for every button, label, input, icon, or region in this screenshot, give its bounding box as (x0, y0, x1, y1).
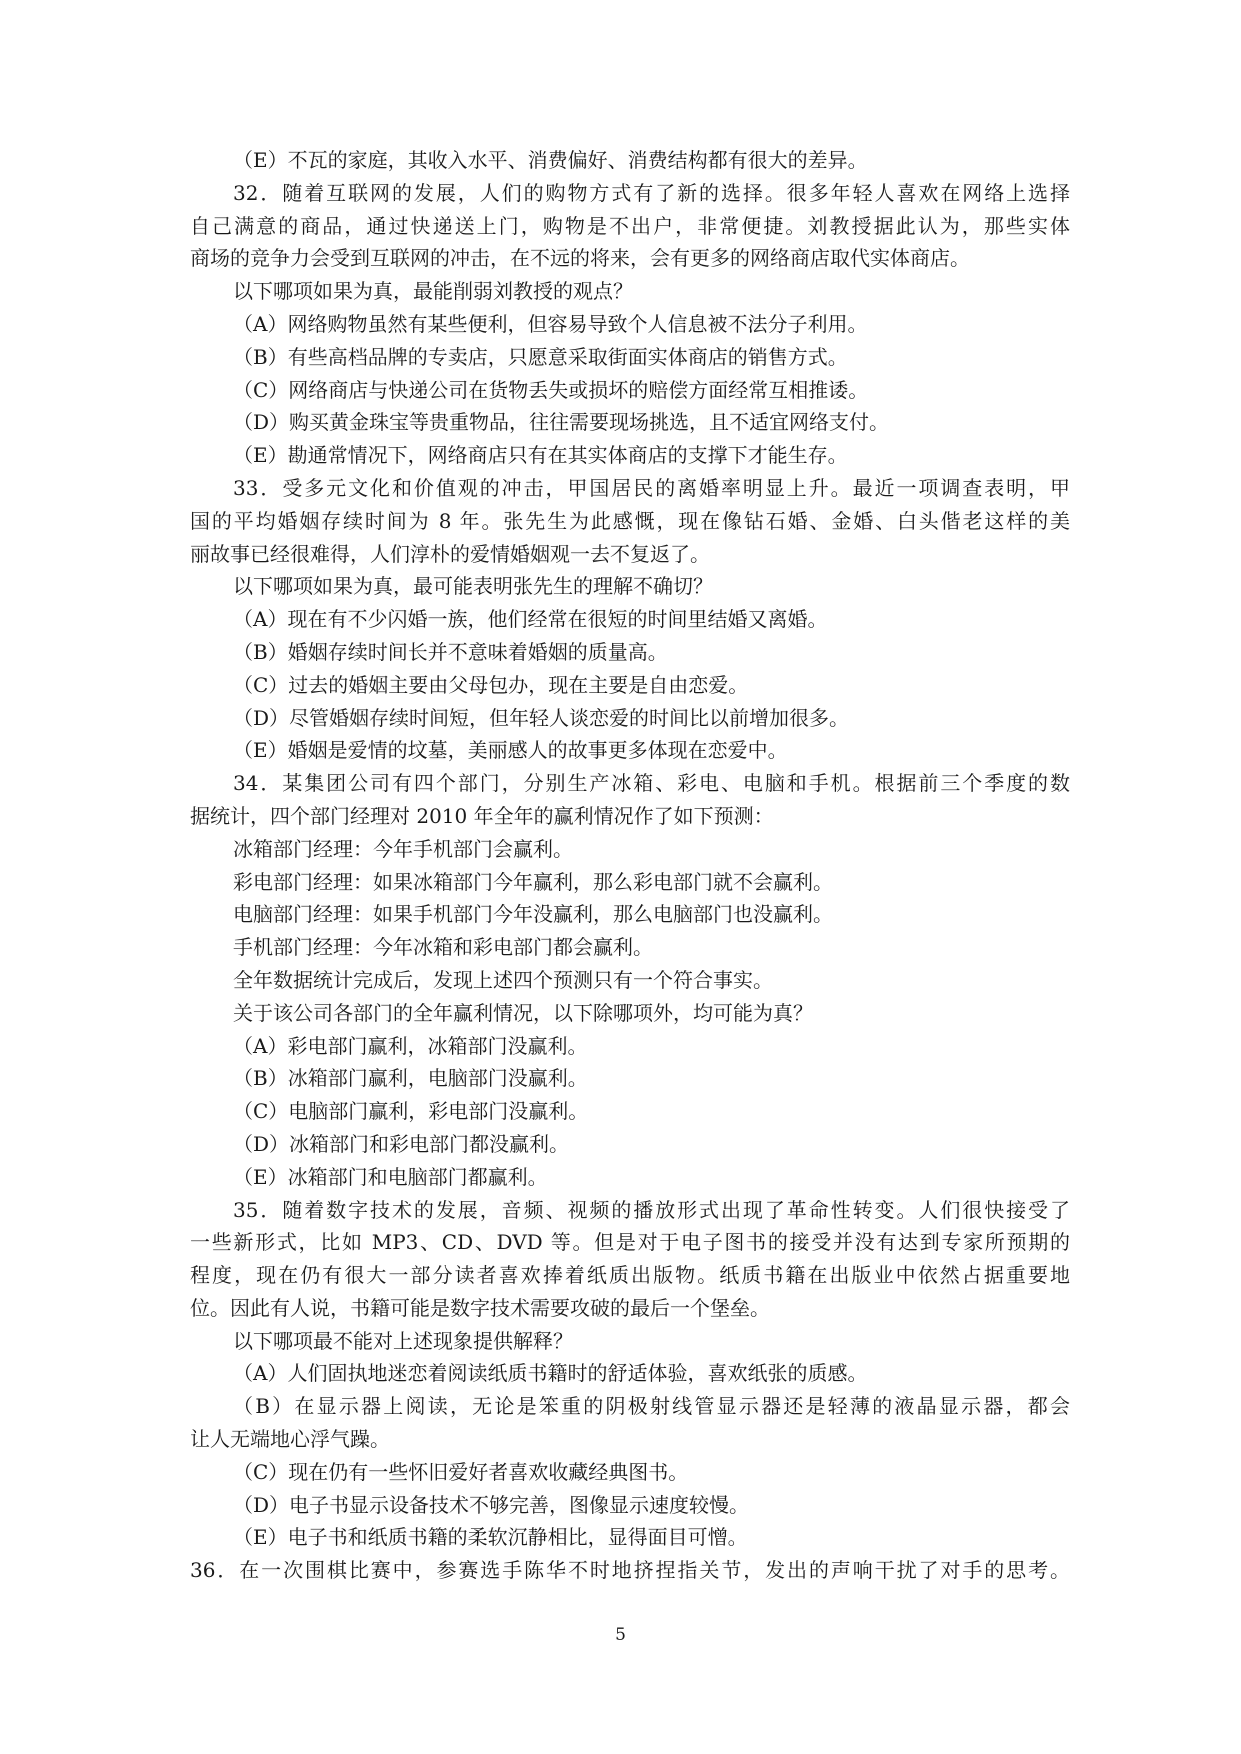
q32-option-c: （C）网络商店与快递公司在货物丢失或损坏的赔偿方面经常互相推诿。 (233, 377, 869, 402)
q33-stem-line-3: 丽故事已经很难得，人们淳朴的爱情婚姻观一去不复返了。 (190, 541, 710, 566)
q34-prediction-computer: 电脑部门经理：如果手机部门今年没赢利，那么电脑部门也没赢利。 (233, 902, 833, 927)
q32-option-e: （E）勘通常情况下，网络商店只有在其实体商店的支撑下才能生存。 (233, 443, 848, 468)
q35-stem-line-4: 位。因此有人说，书籍可能是数字技术需要攻破的最后一个堡垒。 (190, 1295, 770, 1320)
q33-question: 以下哪项如果为真，最可能表明张先生的理解不确切？ (233, 574, 713, 599)
q33-option-e: （E）婚姻是爱情的坟墓，美丽感人的故事更多体现在恋爱中。 (233, 738, 788, 763)
q34-option-d: （D）冰箱部门和彩电部门都没赢利。 (233, 1131, 570, 1156)
page-number: 5 (615, 1625, 626, 1645)
q33-option-c: （C）过去的婚姻主要由父母包办，现在主要是自由恋爱。 (233, 672, 749, 697)
q34-option-e: （E）冰箱部门和电脑部门都赢利。 (233, 1164, 548, 1189)
q35-option-b-line-1: （B）在显示器上阅读，无论是笨重的阴极射线管显示器还是轻薄的液晶显示器，都会 (233, 1394, 1070, 1419)
q34-option-b: （B）冰箱部门赢利，电脑部门没赢利。 (233, 1066, 588, 1091)
q33-stem-line-1: 33．受多元文化和价值观的冲击，甲国居民的离婚率明显上升。最近一项调查表明，甲 (233, 475, 1070, 500)
q35-option-d: （D）电子书显示设备技术不够完善，图像显示速度较慢。 (233, 1492, 750, 1517)
q33-option-b: （B）婚姻存续时间长并不意味着婚姻的质量高。 (233, 639, 668, 664)
q31-option-e: （E）不瓦的家庭，其收入水平、消费偏好、消费结构都有很大的差异。 (233, 148, 868, 172)
q32-option-a: （A）网络购物虽然有某些便利，但容易导致个人信息被不法分子利用。 (233, 311, 868, 336)
q35-stem-line-1: 35．随着数字技术的发展，音频、视频的播放形式出现了革命性转变。人们很快接受了 (233, 1197, 1070, 1222)
q32-stem-line-1: 32．随着互联网的发展，人们的购物方式有了新的选择。很多年轻人喜欢在网络上选择 (233, 180, 1070, 205)
q35-stem-line-2: 一些新形式，比如 MP3、CD、DVD 等。但是对于电子图书的接受并没有达到专家所预期的 (190, 1230, 1070, 1255)
q32-question: 以下哪项如果为真，最能削弱刘教授的观点？ (233, 279, 633, 304)
q32-stem-line-3: 商场的竞争力会受到互联网的冲击，在不远的将来，会有更多的网络商店取代实体商店。 (190, 246, 970, 271)
q34-prediction-tv: 彩电部门经理：如果冰箱部门今年赢利，那么彩电部门就不会赢利。 (233, 869, 833, 894)
q35-option-c: （C）现在仍有一些怀旧爱好者喜欢收藏经典图书。 (233, 1459, 689, 1484)
q32-stem-line-2: 自己满意的商品，通过快递送上门，购物是不出户，非常便捷。刘教授据此认为，那些实体 (190, 213, 1070, 238)
q32-option-b: （B）有些高档品牌的专卖店，只愿意采取街面实体商店的销售方式。 (233, 344, 848, 369)
page-body (190, 144, 1070, 1587)
q35-option-a: （A）人们固执地迷恋着阅读纸质书籍时的舒适体验，喜欢纸张的质感。 (233, 1361, 868, 1386)
q36-stem-line-1: 36．在一次围棋比赛中，参赛选手陈华不时地挤捏指关节，发出的声响干扰了对手的思考。 (190, 1558, 1070, 1583)
q32-option-d: （D）购买黄金珠宝等贵重物品，往往需要现场挑选，且不适宜网络支付。 (233, 410, 890, 435)
q35-option-e: （E）电子书和纸质书籍的柔软沉静相比，显得面目可憎。 (233, 1525, 748, 1550)
q33-option-d: （D）尽管婚姻存续时间短，但年轻人谈恋爱的时间比以前增加很多。 (233, 705, 850, 730)
q33-option-a: （A）现在有不少闪婚一族，他们经常在很短的时间里结婚又离婚。 (233, 607, 828, 632)
q34-stem-line-1: 34．某集团公司有四个部门，分别生产冰箱、彩电、电脑和手机。根据前三个季度的数 (233, 771, 1070, 796)
q34-stem-line-3: 全年数据统计完成后，发现上述四个预测只有一个符合事实。 (233, 967, 773, 992)
q34-stem-line-2: 据统计，四个部门经理对 2010 年全年的赢利情况作了如下预测： (190, 803, 774, 828)
q34-question: 关于该公司各部门的全年赢利情况，以下除哪项外，均可能为真？ (233, 1000, 813, 1025)
q35-option-b-line-2: 让人无端地心浮气躁。 (190, 1427, 390, 1452)
q34-prediction-phone: 手机部门经理：今年冰箱和彩电部门都会赢利。 (233, 935, 653, 960)
q34-option-c: （C）电脑部门赢利，彩电部门没赢利。 (233, 1099, 589, 1124)
q34-option-a: （A）彩电部门赢利，冰箱部门没赢利。 (233, 1033, 588, 1058)
q33-stem-line-2: 国的平均婚姻存续时间为 8 年。张先生为此感慨，现在像钻石婚、金婚、白头偕老这样的美 (190, 508, 1070, 533)
q35-stem-line-3: 程度，现在仍有很大一部分读者喜欢捧着纸质出版物。纸质书籍在出版业中依然占据重要地 (190, 1263, 1070, 1288)
q34-prediction-fridge: 冰箱部门经理：今年手机部门会赢利。 (233, 836, 573, 861)
q35-question: 以下哪项最不能对上述现象提供解释？ (233, 1328, 573, 1353)
